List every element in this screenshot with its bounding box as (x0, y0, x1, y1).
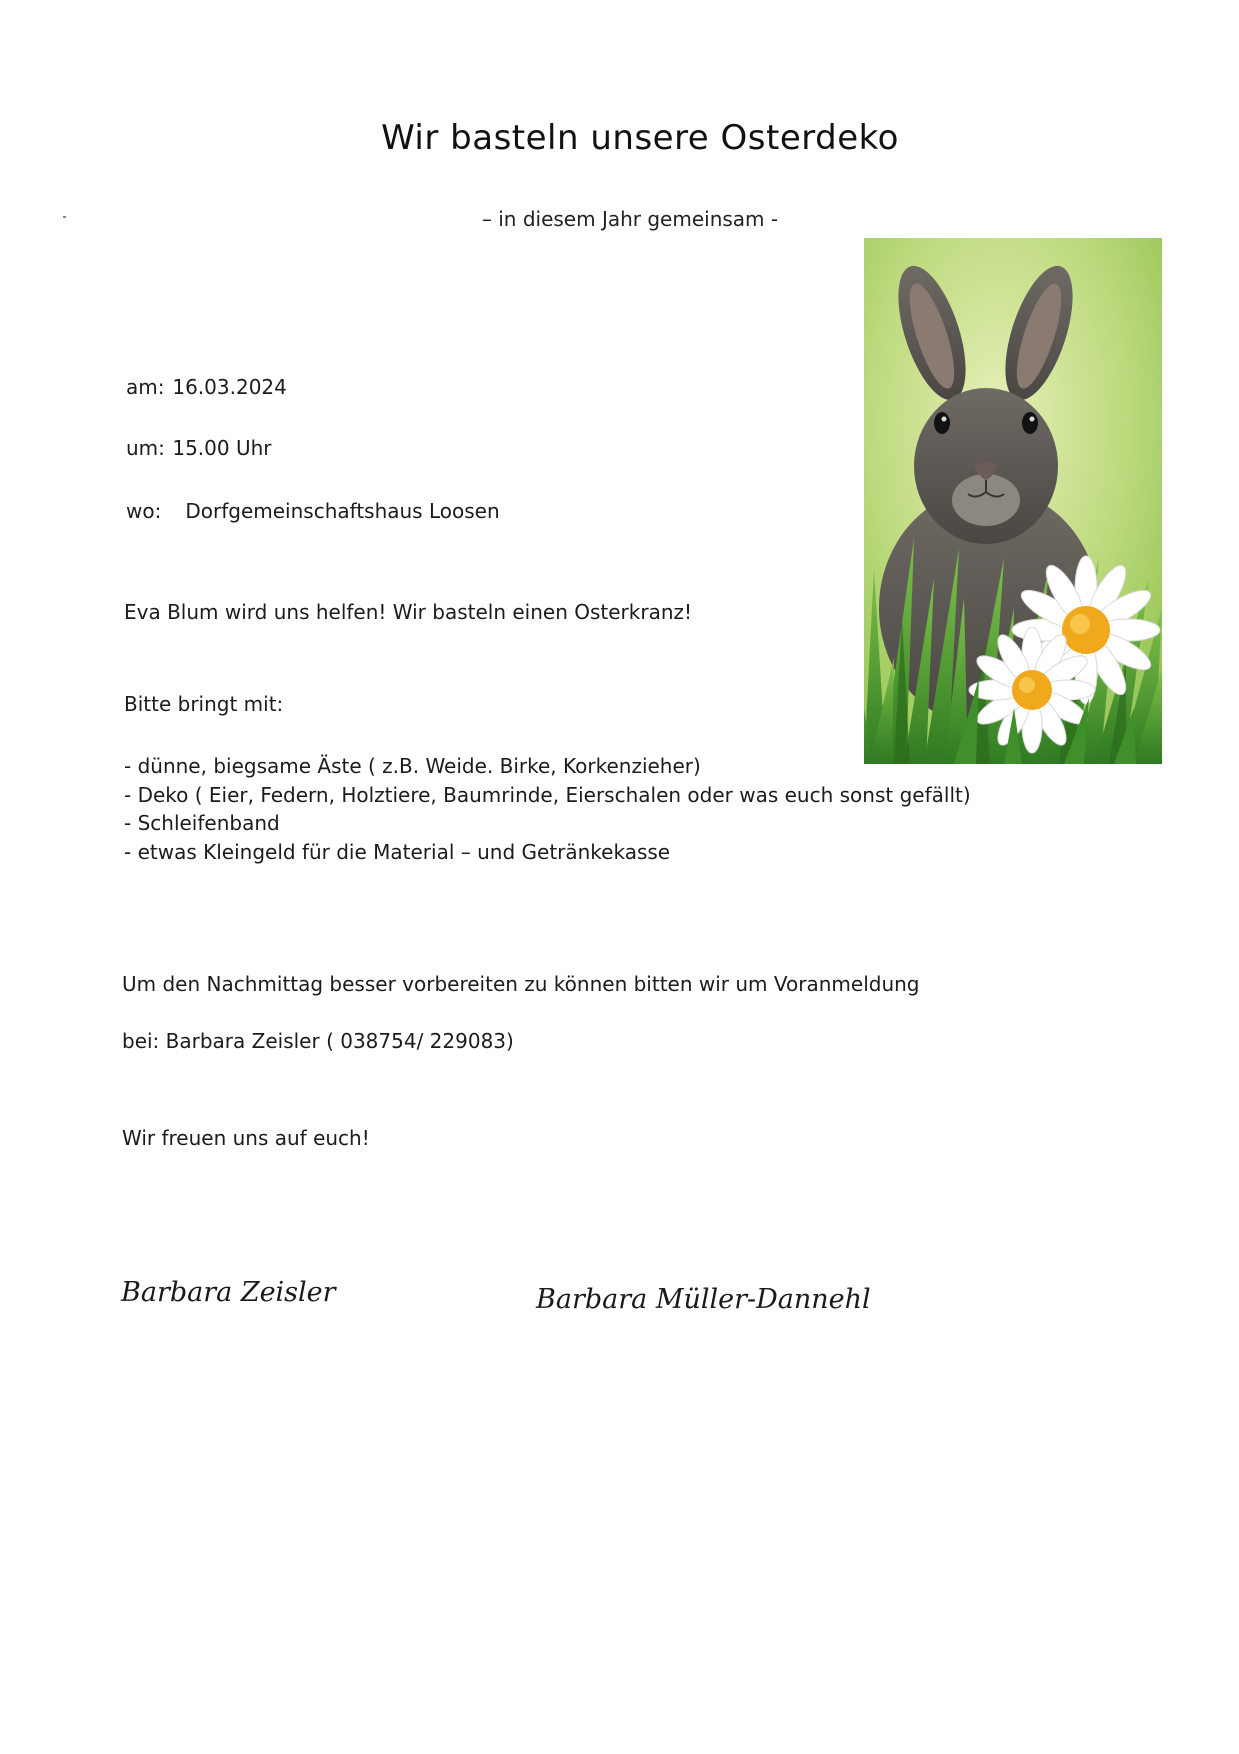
date-value: 16.03.2024 (172, 375, 287, 399)
signature-mueller-dannehl: Barbara Müller-Dannehl (536, 1284, 871, 1315)
closing-text: Wir freuen uns auf euch! (122, 1126, 370, 1150)
place-value: Dorfgemeinschaftshaus Loosen (185, 499, 500, 523)
event-time (126, 436, 272, 460)
event-date (126, 375, 287, 399)
bring-list (124, 752, 971, 866)
list-item: - dünne, biegsame Äste ( z.B. Weide. Birke, Korkenzieher) (124, 754, 701, 778)
page-title: Wir basteln unsere Osterdeko (381, 118, 899, 158)
signature-zeisler: Barbara Zeisler (121, 1277, 336, 1308)
contact-text: bei: Barbara Zeisler ( 038754/ 229083) (122, 1029, 514, 1053)
time-value: 15.00 Uhr (172, 436, 272, 460)
list-item: - etwas Kleingeld für die Material – und Getränkekasse (124, 839, 671, 864)
scan-speck (63, 216, 66, 218)
event-place (126, 499, 500, 523)
page-subtitle: – in diesem Jahr gemeinsam - (481, 207, 779, 231)
date-label: am: (126, 375, 165, 399)
list-item: - Schleifenband (124, 811, 280, 835)
place-label: wo: (126, 499, 162, 523)
bring-heading: Bitte bringt mit: (124, 692, 284, 716)
helper-text: Eva Blum wird uns helfen! Wir basteln einen Osterkranz! (124, 600, 693, 624)
easter-bunny-photo (864, 238, 1162, 764)
list-item: - Deko ( Eier, Federn, Holztiere, Baumrinde, Eierschalen oder was euch sonst gefällt) (124, 782, 971, 807)
time-label: um: (126, 436, 165, 460)
signup-text: Um den Nachmittag besser vorbereiten zu können bitten wir um Voranmeldung (122, 972, 920, 996)
bunny-daisies-illustration (864, 238, 1162, 764)
